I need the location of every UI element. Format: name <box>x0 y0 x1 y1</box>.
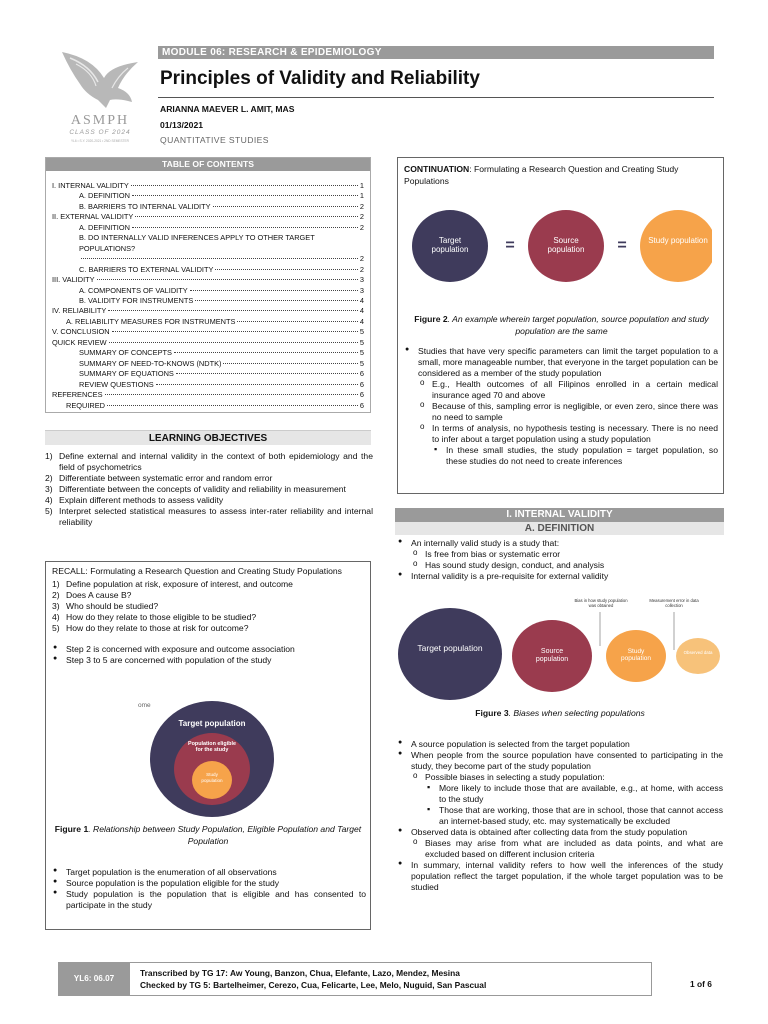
footer-tag: YL6: 06.07 <box>58 962 130 996</box>
list-item: 2) Does A cause B? <box>52 590 132 600</box>
list-item: ● When people from the source population have consented to participating in the study, they become part of the study population o Possible biases in selecting a study population: ▪ More likely to include those that are available, e.g., at home, with access to the study ▪ Those that are working, those that are in school, those that cannot access an internet-based study, etc. may systematically be excluded <box>397 750 723 827</box>
list-item: 4) How do they relate to those eligible to be studied? <box>52 612 257 622</box>
learning-objectives-list <box>45 451 373 528</box>
list-item: 3) Who should be studied? <box>52 601 159 611</box>
module-bar: MODULE 06: RESEARCH & EPIDEMIOLOGY <box>158 46 714 59</box>
figure-3 <box>398 598 724 700</box>
equals-sign-1: = <box>505 237 515 254</box>
list-item: o E.g., Health outcomes of all Filipinos enrolled in a certain medical insurance aged 70 and above <box>418 379 718 401</box>
list-item: o In terms of analysis, no hypothesis testing is necessary. There is no need to infer about a target population using a study population ▪ In these small studies, the study population = target population, so these studies do not need to create inferences <box>418 423 718 467</box>
figure-2-caption: Figure 2. An example wherein target population, source population and study population are the same <box>414 314 709 336</box>
continuation-sub-bullets <box>418 379 718 467</box>
toc-entry[interactable]: III. VALIDITY 3 <box>52 275 364 285</box>
subject: QUANTITATIVE STUDIES <box>160 135 269 145</box>
list-item: 3) Differentiate between the concepts of validity and reliability in measurement <box>45 484 346 494</box>
lecture-date: 01/13/2021 <box>160 120 204 130</box>
equal-populations-diagram <box>412 208 712 288</box>
figure-2 <box>412 208 712 288</box>
toc-heading: TABLE OF CONTENTS <box>46 158 370 171</box>
toc-entry[interactable]: A. DEFINITION 2 <box>79 222 364 232</box>
list-item: ● Studies that have very specific parameters can limit the target population to a small, more manageable number, that everyone in the target population can be considered as a member of the study population o E.g., Health outcomes of all Filipinos enrolled in a certain medical insurance aged 70 and above o Because of this, sampling error is negligible, or even zero, since there was no need to sample o In terms of analysis, no hypothesis testing is necessary. There is no need to infer about a target population using a study population ▪ In these small studies, the study population = target population, so these studies do not need to create inferences <box>404 346 718 467</box>
list-item: ● Observed data is obtained after collecting data from the study population o Biases may arise from what are included as data points, and what are excluded based on different inclusion criteria <box>397 827 723 860</box>
list-item: ● An internally valid study is a study that: o Is free from bias or systematic error o Has sound study design, conduct, and analysis <box>397 538 723 571</box>
list-item: 2) Differentiate between systematic error and random error <box>45 473 273 483</box>
list-item: 1) Define external and internal validity in the context of both epidemiology and the field of psychometrics <box>45 451 373 472</box>
toc-entry[interactable]: REQUIRED 6 <box>66 400 364 410</box>
toc-entry[interactable]: SUMMARY OF CONCEPTS 5 <box>79 348 364 358</box>
list-item: ▪ In these small studies, the study population = target population, so these studies do not need to create inferences <box>432 445 718 467</box>
recall-steps <box>46 577 370 634</box>
list-item: o Because of this, sampling error is negligible, or even zero, since there was no need to sample <box>418 401 718 423</box>
author: ARIANNA MAEVER L. AMIT, MAS <box>160 104 295 114</box>
header-divider <box>158 97 714 98</box>
learning-objectives-heading: LEARNING OBJECTIVES <box>45 430 371 445</box>
toc-entry[interactable]: A. COMPONENTS OF VALIDITY 3 <box>79 285 364 295</box>
toc-entry[interactable]: QUICK REVIEW 5 <box>52 337 364 347</box>
list-item: ● Study population is the population that is eligible and has consented to participate in the study <box>52 889 366 911</box>
selection-bias-diagram <box>398 598 724 700</box>
list-item: o Has sound study design, conduct, and analysis <box>411 560 723 571</box>
figure-1 <box>138 697 278 819</box>
page-number: 1 of 6 <box>690 979 712 989</box>
list-item: 5) How do they relate to those at risk for outcome? <box>52 623 249 633</box>
toc-entry[interactable]: SUMMARY OF EQUATIONS 6 <box>79 369 364 379</box>
recall-box <box>45 561 371 930</box>
list-item: ▪ More likely to include those that are available, e.g., at home, with access to the study <box>425 783 723 805</box>
eagle-logo-icon <box>52 44 148 148</box>
population-definitions <box>52 867 366 911</box>
fig2-target-label: Target population <box>431 236 469 254</box>
toc-entry[interactable]: II. EXTERNAL VALIDITY 2 <box>52 212 364 222</box>
figure-3-caption: Figure 3. Biases when selecting populations <box>475 708 645 718</box>
fig3-note-1: Bias in how study population was obtained <box>574 598 628 608</box>
checked-by: Checked by TG 5: Bartelheimer, Cerezo, Cua, Felicarte, Lee, Melo, Nuguid, San Pascual <box>140 980 487 990</box>
list-item: ● Step 2 is concerned with exposure and outcome association <box>52 644 364 655</box>
continuation-title: CONTINUATION: Formulating a Research Question and Creating Study Populations <box>404 164 679 186</box>
logo-class: CLASS OF 2024 <box>69 129 131 136</box>
list-item: 4) Explain different methods to assess validity <box>45 495 224 505</box>
recall-notes <box>46 634 370 666</box>
transcribed-by: Transcribed by TG 17: Aw Young, Banzon, Chua, Elefante, Lazo, Mendez, Mesina <box>140 968 460 978</box>
footer-credits <box>140 967 486 991</box>
fig2-source-label: Source population <box>547 236 585 254</box>
target-population-label: Target population <box>178 719 246 728</box>
internal-validity-notes <box>397 739 723 893</box>
logo-name: ASMPH <box>70 113 130 128</box>
list-item: o Possible biases in selecting a study population: ▪ More likely to include those that are available, e.g., at home, with access to the study ▪ Those that are working, those that are in school, those that cannot access an internet-based study, etc. may systematically be excluded <box>411 772 723 827</box>
continuation-bullets <box>404 346 718 467</box>
fig3-target-label: Target population <box>417 644 483 653</box>
list-item: 1) Define population at risk, exposure of interest, and outcome <box>52 579 293 589</box>
list-item: ● Target population is the enumeration of all observations <box>52 867 366 878</box>
figure-1-corner-text: ome <box>138 702 151 709</box>
eligible-population-label: Population eligible for the study <box>188 741 236 753</box>
table-of-contents <box>45 157 371 413</box>
toc-entry[interactable]: I. INTERNAL VALIDITY 1 <box>52 181 364 190</box>
continuation-box <box>397 157 724 494</box>
fig2-study-label: Study population <box>648 236 708 245</box>
list-item: o Biases may arise from what are included as data points, and what are excluded based on different inclusion criteria <box>411 838 723 860</box>
fig3-study-label: Study population <box>621 648 651 662</box>
toc-entry[interactable]: REVIEW QUESTIONS 6 <box>79 379 364 389</box>
logo-tagline: YL6 • S.Y. 2020-2021 • 2ND SEMESTER <box>71 139 129 143</box>
figure-1-caption: Figure 1. Relationship between Study Population, Eligible Population and Target Population <box>54 824 362 846</box>
toc-entry[interactable]: A. RELIABILITY MEASURES FOR INSTRUMENTS 4 <box>66 316 364 326</box>
toc-entry[interactable]: B. BARRIERS TO INTERNAL VALIDITY 2 <box>79 201 364 211</box>
fig3-note-2: Measurement error in data collection <box>649 598 699 608</box>
fig3-observed-label: Observed data <box>683 650 713 655</box>
nested-population-diagram <box>138 697 278 819</box>
recall-title: RECALL: Formulating a Research Question and Creating Study Populations <box>52 566 342 576</box>
equals-sign-2: = <box>617 237 627 254</box>
toc-entry[interactable]: C. BARRIERS TO EXTERNAL VALIDITY 2 <box>79 264 364 274</box>
toc-entry[interactable]: IV. RELIABILITY 4 <box>52 306 364 316</box>
toc-entry[interactable]: REFERENCES 6 <box>52 390 364 400</box>
asmph-logo <box>52 44 148 148</box>
study-population-label: Study population <box>201 772 223 783</box>
list-item: ▪ Those that are working, those that are in school, those that cannot access an internet-based study, etc. may systematically be excluded <box>425 805 723 827</box>
toc-entry[interactable]: SUMMARY OF NEED-TO-KNOWS (NDTK) 5 <box>79 358 364 368</box>
list-item: ● A source population is selected from the target population <box>397 739 723 750</box>
list-item: o Is free from bias or systematic error <box>411 549 723 560</box>
toc-entry[interactable]: B. DO INTERNALLY VALID INFERENCES APPLY TO OTHER TARGET POPULATIONS? 2 <box>79 233 364 264</box>
toc-entry[interactable]: A. DEFINITION 1 <box>79 191 364 201</box>
internal-validity-definition <box>397 538 723 582</box>
list-item: ● Internal validity is a pre-requisite for external validity <box>397 571 723 582</box>
toc-entry[interactable]: B. VALIDITY FOR INSTRUMENTS 4 <box>79 295 364 305</box>
list-item: ● Source population is the population eligible for the study <box>52 878 366 889</box>
list-item: ● In summary, internal validity refers to how well the inferences of the study population reflect the target population, if the whole target population was to be studied <box>397 860 723 893</box>
definition-subheading: A. DEFINITION <box>395 522 724 535</box>
document-title: Principles of Validity and Reliability <box>160 68 480 89</box>
list-item: ● Step 3 to 5 are concerned with population of the study <box>52 655 364 666</box>
fig3-source-label: Source population <box>535 648 569 663</box>
toc-entry[interactable]: V. CONCLUSION 5 <box>52 327 364 337</box>
list-item: 5) Interpret selected statistical measures to assess inter-rater reliability and internal reliability <box>45 506 373 527</box>
internal-validity-heading: I. INTERNAL VALIDITY <box>395 508 724 522</box>
